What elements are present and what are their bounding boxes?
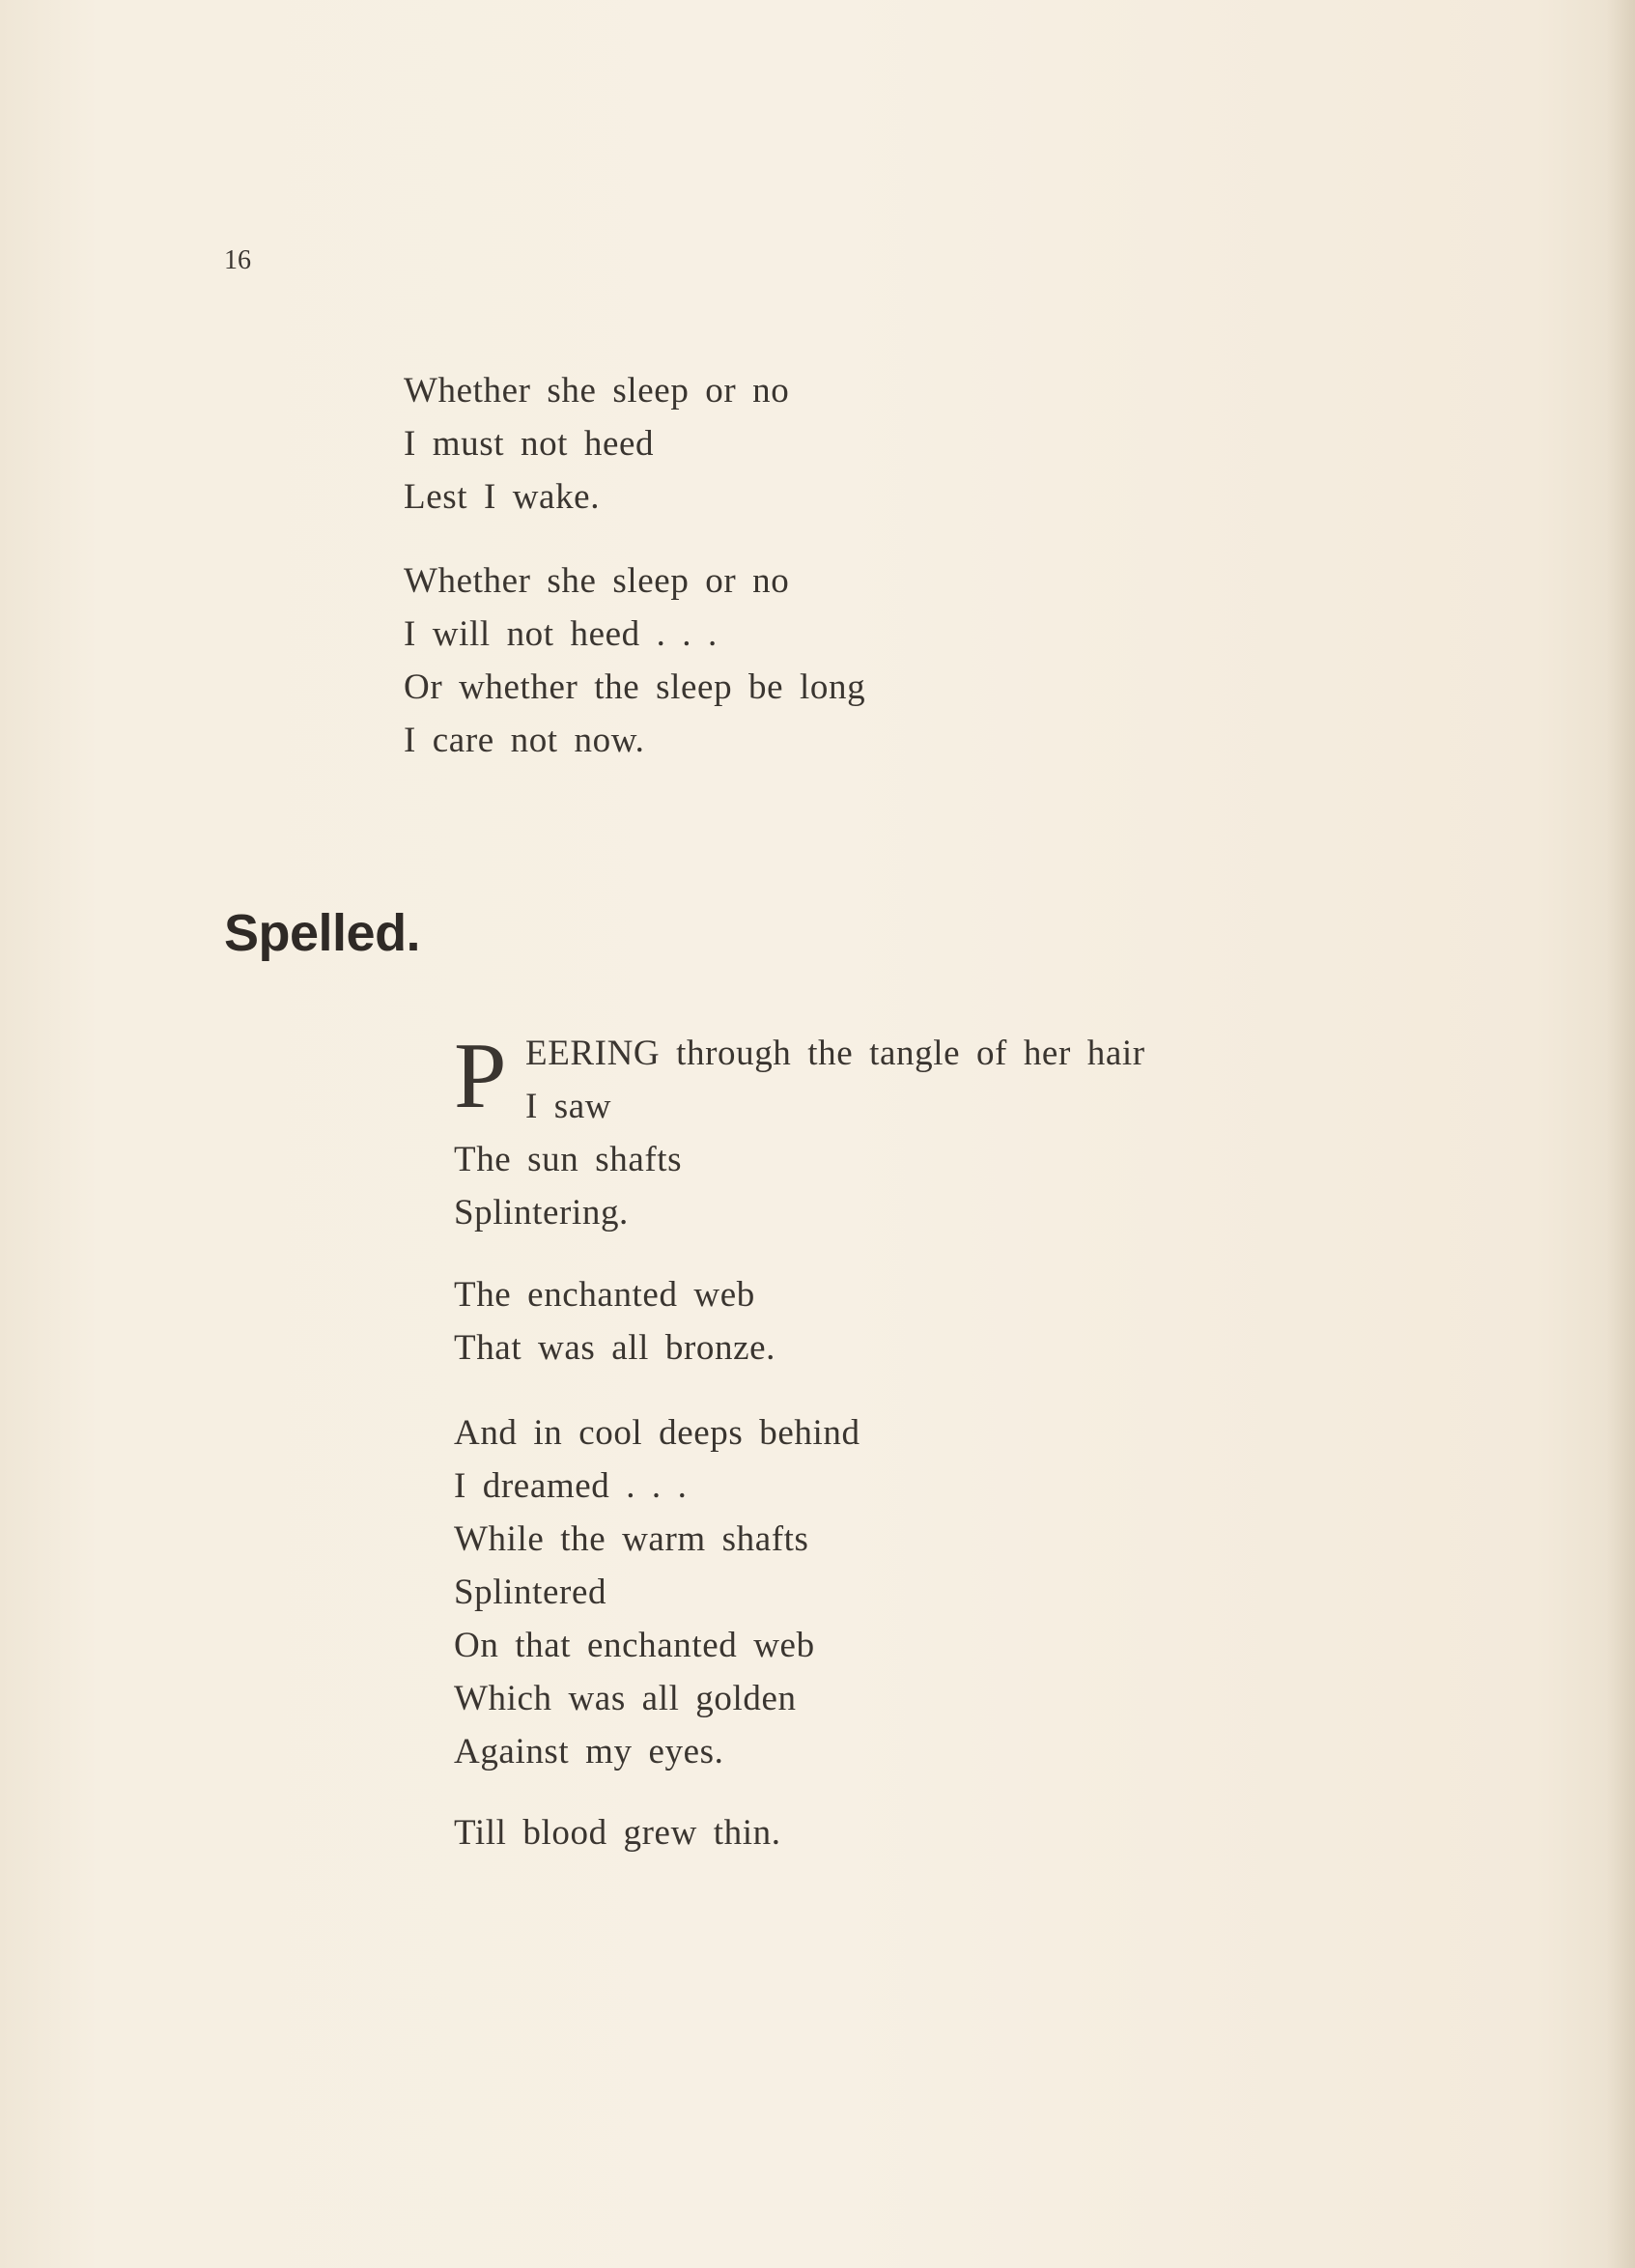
poem-line: Lest I wake. xyxy=(404,477,601,517)
page-number: 16 xyxy=(224,245,251,275)
poem-line: I saw xyxy=(525,1087,612,1126)
page-edge-shadow xyxy=(1606,0,1635,2268)
previous-poem-stanza-1 xyxy=(404,364,789,524)
spelled-stanza-3 xyxy=(454,1406,860,1778)
poem-line: Against my eyes. xyxy=(454,1732,724,1772)
poem-line: On that enchanted web xyxy=(454,1626,815,1665)
spelled-stanza-2 xyxy=(454,1268,775,1375)
poem-line: That was all bronze. xyxy=(454,1328,775,1368)
poem-line: Which was all golden xyxy=(454,1679,797,1718)
poem-line: I must not heed xyxy=(404,424,655,464)
previous-poem-stanza-2 xyxy=(404,554,865,767)
poem-line: While the warm shafts xyxy=(454,1519,809,1559)
poem-line: Whether she sleep or no xyxy=(404,561,790,601)
poem-line: Splintered xyxy=(454,1573,607,1612)
poem-line: I will not heed . . . xyxy=(404,614,718,654)
poem-line: I dreamed . . . xyxy=(454,1466,688,1506)
drop-cap: P xyxy=(454,1024,508,1128)
poem-line: And in cool deeps behind xyxy=(454,1413,860,1453)
poem-title: Spelled. xyxy=(224,904,421,962)
poem-line: Whether she sleep or no xyxy=(404,371,790,411)
poem-line: Or whether the sleep be long xyxy=(404,667,866,707)
spelled-stanza-4 xyxy=(454,1806,781,1859)
poem-line: I care not now. xyxy=(404,721,645,760)
spelled-stanza-1 xyxy=(454,1024,1145,1239)
poem-line: Till blood grew thin. xyxy=(454,1813,781,1853)
poem-line: Splintering. xyxy=(454,1193,629,1233)
poem-line: The enchanted web xyxy=(454,1275,755,1315)
poem-line: The sun shafts xyxy=(454,1140,683,1179)
poem-line: EERING through the tangle of her hair xyxy=(525,1034,1145,1073)
